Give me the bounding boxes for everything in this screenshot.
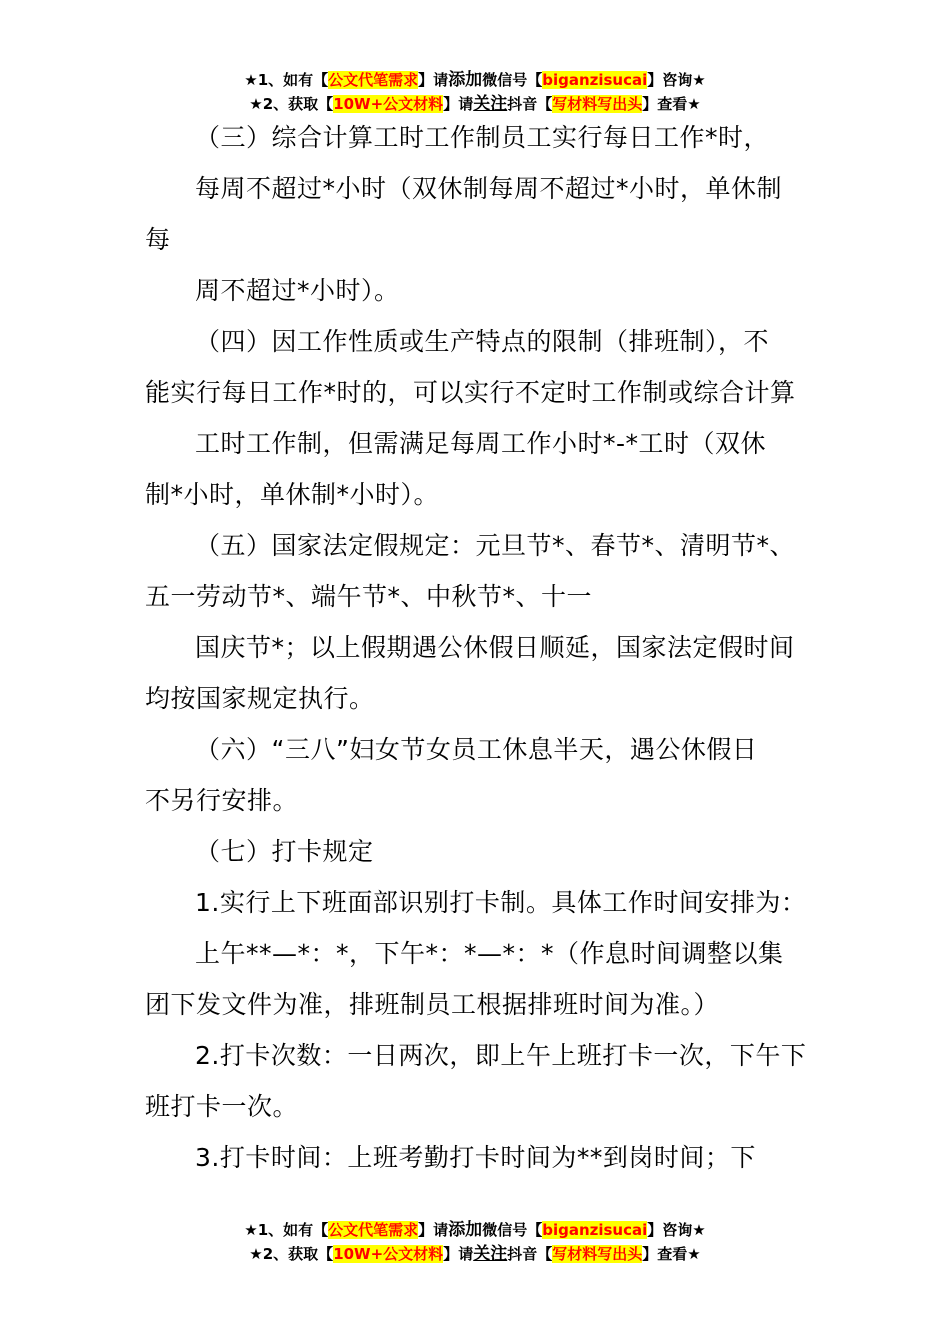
text-line: （六）“三八”妇女节女员工休息半天，遇公休假日	[195, 735, 758, 764]
banner-line-1	[0, 68, 950, 92]
text-line: （七）打卡规定	[195, 837, 374, 866]
text-line: 团下发文件为准，排班制员工根据排班时间为准。）	[145, 990, 720, 1019]
banner-text: 】查看★	[642, 95, 701, 113]
banner-text: 】请	[443, 1245, 474, 1263]
banner-highlight: 公文代笔需求	[328, 71, 419, 89]
banner-emphasis: 添加	[448, 70, 483, 90]
text-line: 每	[145, 225, 171, 254]
text-line: 每周不超过*小时（双休制每周不超过*小时，单休制	[195, 174, 783, 203]
banner-text: ★2、获取【	[249, 1245, 334, 1263]
banner-text: 】咨询★	[647, 71, 706, 89]
text-line: 不另行安排。	[145, 786, 299, 815]
banner-emphasis: 添加	[448, 1220, 483, 1240]
text-line: 2.打卡次数：一日两次，即上午上班打卡一次，下午下	[195, 1041, 807, 1070]
banner-highlight: biganzisucai	[542, 1221, 648, 1239]
text-line: 能实行每日工作*时的，可以实行不定时工作制或综合计算	[145, 378, 796, 407]
banner-line-2	[0, 1242, 950, 1266]
text-line: （四）因工作性质或生产特点的限制（排班制），不	[195, 327, 770, 356]
banner-highlight: biganzisucai	[542, 71, 648, 89]
text-line: 3.打卡时间：上班考勤打卡时间为**到岗时间；下	[195, 1143, 756, 1172]
text-line: （三）综合计算工时工作制员工实行每日工作*时，	[195, 123, 770, 152]
banner-highlight: 写材料写出头	[552, 1245, 643, 1263]
text-line: （五）国家法定假规定：元旦节*、春节*、清明节*、	[195, 531, 796, 560]
banner-text: 抖音【	[507, 1245, 553, 1263]
banner-text: 微信号【	[482, 71, 543, 89]
document-body	[145, 112, 810, 1183]
banner-highlight: 公文代笔需求	[328, 1221, 419, 1239]
banner-highlight: 10W+公文材料	[333, 1245, 444, 1263]
banner-text: ★1、如有【	[244, 1221, 329, 1239]
banner-emphasis: 关注	[473, 94, 508, 114]
banner-text: 】查看★	[642, 1245, 701, 1263]
text-line: 周不超过*小时）。	[195, 276, 400, 305]
text-line: 国庆节*；以上假期遇公休假日顺延，国家法定假时间	[195, 633, 795, 662]
banner-text: 】请	[418, 71, 449, 89]
text-line: 五一劳动节*、端午节*、中秋节*、十一	[145, 582, 593, 611]
text-line: 制*小时，单休制*小时）。	[145, 480, 440, 509]
text-line: 班打卡一次。	[145, 1092, 299, 1121]
text-line: 1.实行上下班面部识别打卡制。具体工作时间安排为：	[195, 888, 807, 917]
header-banner	[0, 68, 950, 116]
text-line: 工时工作制，但需满足每周工作小时*-*工时（双休	[195, 429, 767, 458]
text-line: 均按国家规定执行。	[145, 684, 375, 713]
banner-text: 抖音【	[507, 95, 553, 113]
banner-text: 】咨询★	[647, 1221, 706, 1239]
banner-text: 微信号【	[482, 1221, 543, 1239]
banner-text: ★1、如有【	[244, 71, 329, 89]
footer-banner	[0, 1218, 950, 1266]
banner-line-1	[0, 1218, 950, 1242]
banner-text: 】请	[418, 1221, 449, 1239]
text-line: 上午**—*：*，下午*：*—*：*（作息时间调整以集	[195, 939, 784, 968]
banner-text: ★2、获取【	[249, 95, 334, 113]
banner-emphasis: 关注	[473, 1244, 508, 1264]
banner-text: 】请	[443, 95, 474, 113]
banner-highlight: 写材料写出头	[552, 95, 643, 113]
banner-highlight: 10W+公文材料	[333, 95, 444, 113]
